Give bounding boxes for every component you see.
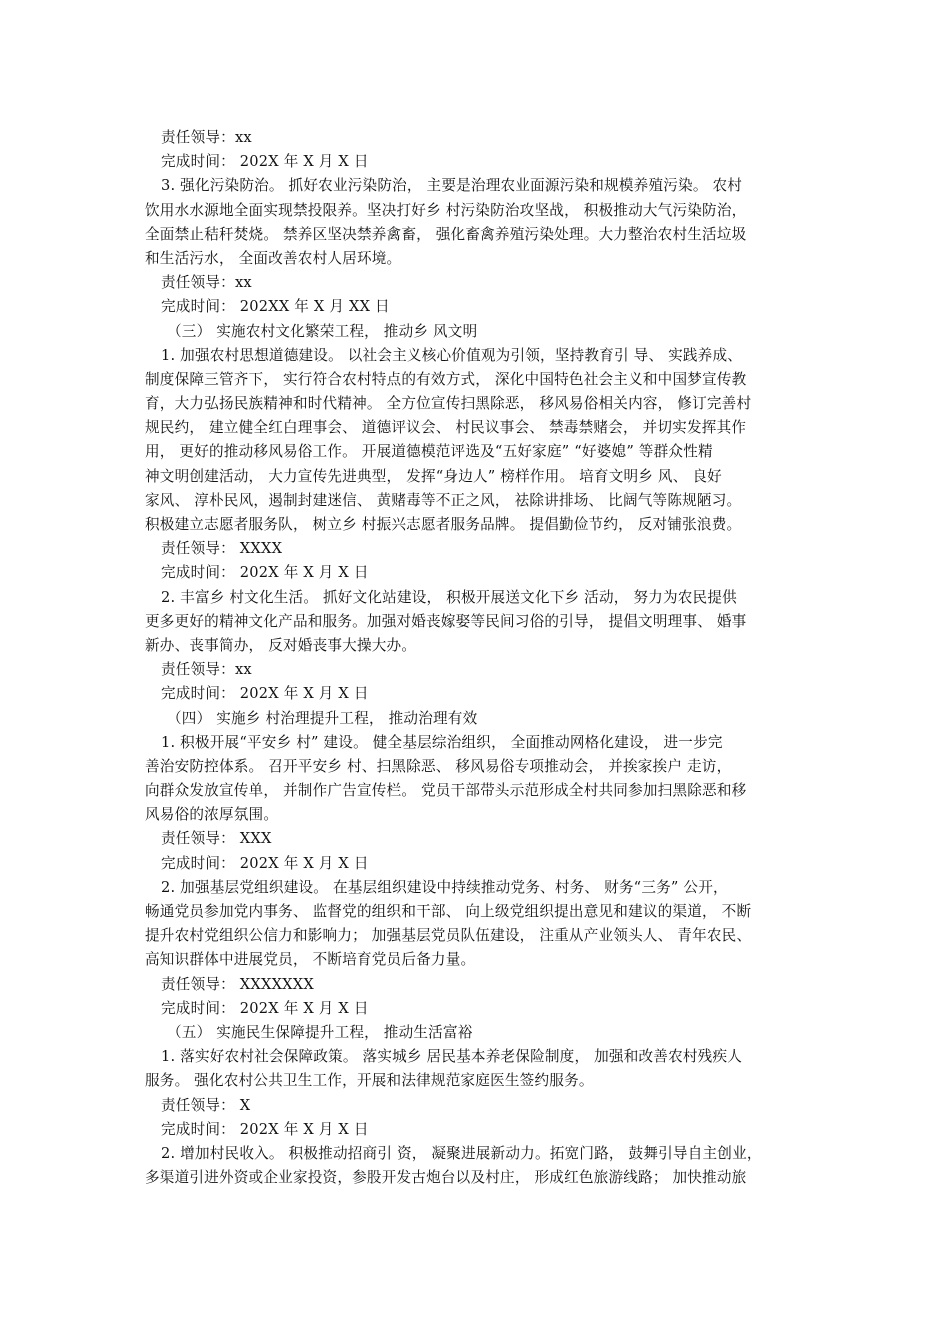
text-line: （三） 实施农村文化繁荣工程， 推动乡 风文明 (167, 322, 478, 340)
text-line: 和生活污水， 全面改善农村人居环境。 (145, 249, 402, 267)
text-line: 2. 加强基层党组织建设。 在基层组织建设中持续推动党务、村务、 财务“三务” 公开， (161, 878, 728, 896)
document-body (145, 126, 830, 1190)
text-line: 完成时间： 202X 年 X 月 X 日 (161, 564, 369, 582)
text-line: 多渠道引进外资或企业家投资，参股开发古炮台以及村庄， 形成红色旅游线路； 加快推动旅 (145, 1169, 747, 1187)
text-line: 责任领导： XXXX (161, 540, 283, 558)
text-line: 神文明创建活动， 大力宣传先进典型， 发挥“身边人” 榜样作用。 培育文明乡 风、 良好 (145, 467, 722, 485)
text-line: 善治安防控体系。 召开平安乡 村、扫黑除恶、 移风易俗专项推动会， 并挨家挨户 走访， (145, 757, 732, 775)
text-line: （五） 实施民生保障提升工程， 推动生活富裕 (167, 1023, 473, 1041)
text-line: 责任领导：xx (161, 274, 252, 292)
text-line: 责任领导： X (161, 1096, 251, 1114)
text-line: 提升农村党组织公信力和影响力； 加强基层党员队伍建设， 注重从产业领头人、 青年农民、 (145, 927, 752, 945)
text-line: （四） 实施乡 村治理提升工程， 推动治理有效 (167, 709, 478, 727)
text-line: 用， 更好的推动移风易俗工作。 开展道德模范评选及“五好家庭” “好婆媳” 等群众性精 (145, 443, 713, 461)
text-line: 高知识群体中进展党员， 不断培育党员后备力量。 (145, 951, 476, 969)
text-line: 完成时间： 202X 年 X 月 X 日 (161, 1120, 369, 1138)
text-line: 全面禁止秸秆焚烧。 禁养区坚决禁养禽畜， 强化畜禽养殖污染处理。大力整治农村生活垃圾 (145, 225, 747, 243)
text-line: 2. 增加村民收入。 积极推动招商引 资， 凝聚进展新动力。拓宽门路， 鼓舞引导自主创业， (161, 1144, 762, 1162)
text-line: 完成时间： 202XX 年 X 月 XX 日 (161, 298, 390, 316)
text-line: 完成时间： 202X 年 X 月 X 日 (161, 999, 369, 1017)
text-line: 育，大力弘扬民族精神和时代精神。 全方位宣传扫黑除恶， 移风易俗相关内容， 修订完善村 (145, 395, 752, 413)
text-line: 1. 落实好农村社会保障政策。 落实城乡 居民基本养老保险制度， 加强和改善农村残疾人 (161, 1048, 743, 1066)
text-line: 规民约， 建立健全红白理事会、 道德评议会、 村民议事会、 禁毒禁赌会， 并切实发挥其作 (145, 419, 747, 437)
text-line: 3. 强化污染防治。 抓好农业污染防治， 主要是治理农业面源污染和规模养殖污染。 农村 (161, 177, 743, 195)
text-line: 完成时间： 202X 年 X 月 X 日 (161, 153, 369, 171)
text-line: 畅通党员参加党内事务、 监督党的组织和干部、 向上级党组织提出意见和建议的渠道， 不断 (145, 903, 752, 920)
text-line: 2. 丰富乡 村文化生活。 抓好文化站建设， 积极开展送文化下乡 活动， 努力为农民提供 (161, 588, 737, 606)
text-line: 责任领导： XXX (161, 830, 272, 848)
text-line: 积极建立志愿者服务队， 树立乡 村振兴志愿者服务品牌。 提倡勤俭节约， 反对铺张浪费。 (145, 516, 742, 533)
text-line: 完成时间： 202X 年 X 月 X 日 (161, 685, 369, 703)
text-line: 新办、丧事简办， 反对婚丧事大操大办。 (145, 636, 417, 654)
text-line: 更多更好的精神文化产品和服务。加强对婚丧嫁娶等民间习俗的引导， 提倡文明理事、 婚事 (145, 612, 747, 630)
text-line: 责任领导： XXXXXXX (161, 975, 314, 993)
text-line: 饮用水水源地全面实现禁投限养。坚决打好乡 村污染防治攻坚战， 积极推动大气污染防治， (145, 201, 747, 219)
text-line: 向群众发放宣传单， 并制作广告宣传栏。 党员干部带头示范形成全村共同参加扫黑除恶和移 (145, 782, 747, 800)
text-line: 责任领导：xx (161, 661, 252, 679)
text-line: 风易俗的浓厚氛围。 (145, 806, 279, 824)
text-line: 1. 积极开展“平安乡 村” 建设。 健全基层综治组织， 全面推动网格化建设， 进一步完 (161, 733, 723, 751)
text-line: 完成时间： 202X 年 X 月 X 日 (161, 854, 369, 872)
text-line: 责任领导：xx (161, 129, 252, 146)
text-line: 制度保障三管齐下， 实行符合农村特点的有效方式， 深化中国特色社会主义和中国梦宣传教 (145, 370, 747, 388)
text-line: 服务。 强化农村公共卫生工作，开展和法律规范家庭医生签约服务。 (145, 1072, 594, 1090)
text-line: 1. 加强农村思想道德建设。 以社会主义核心价值观为引领，坚持教育引 导、 实践养成、 (161, 346, 743, 364)
text-line: 家风、 淳朴民风，遏制封建迷信、 黄赌毒等不正之风， 祛除讲排场、 比阔气等陈规陋习。 (145, 491, 742, 509)
